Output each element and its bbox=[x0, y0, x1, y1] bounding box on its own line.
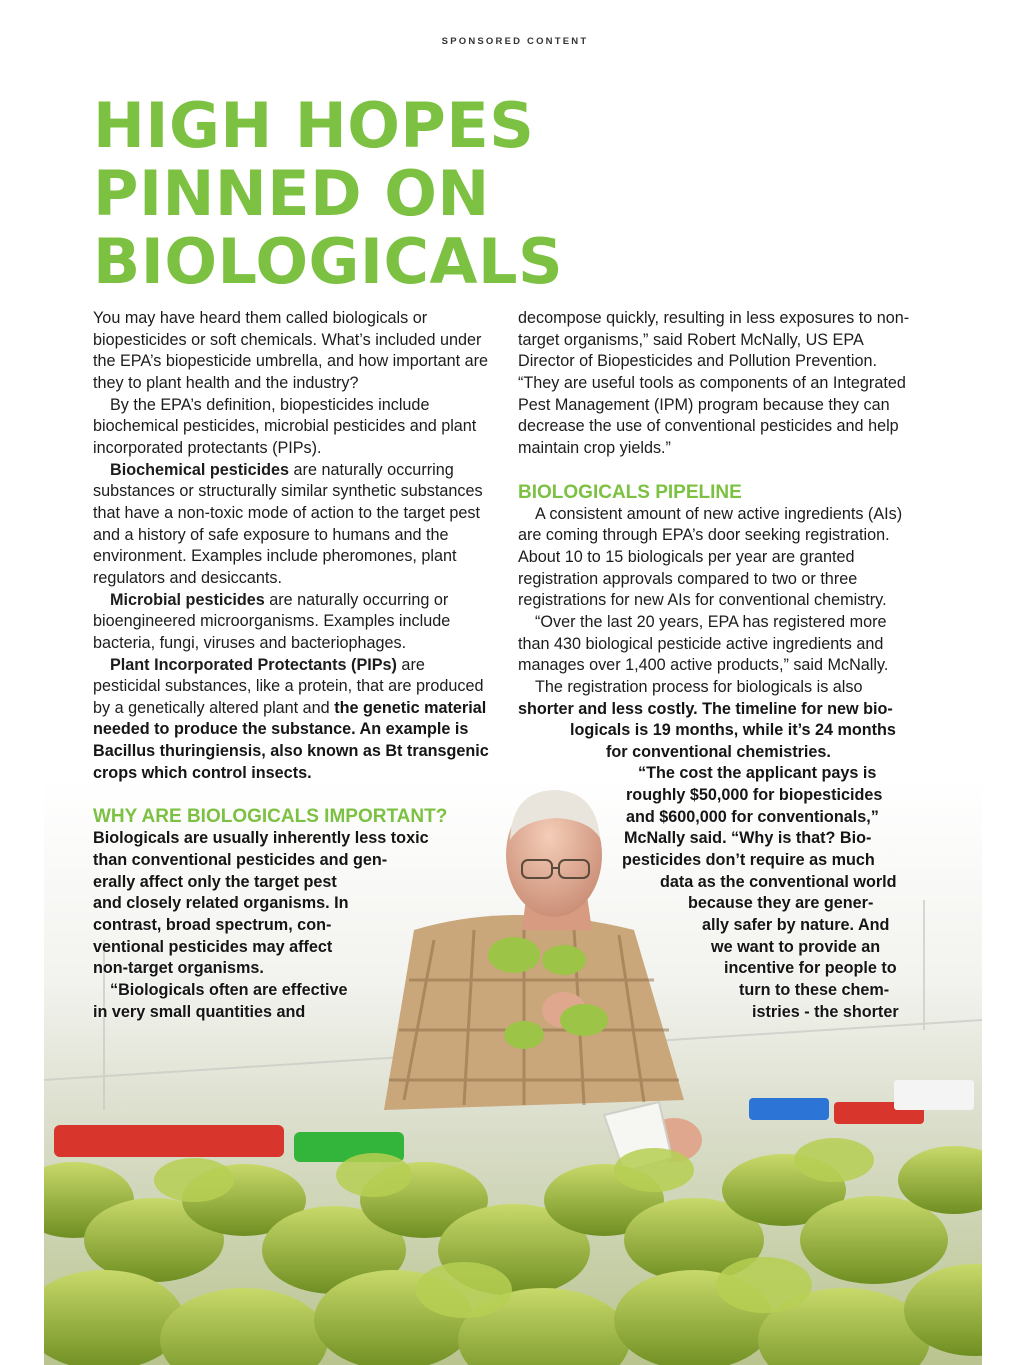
pip-paragraph bbox=[93, 655, 493, 785]
why-important-text bbox=[93, 828, 493, 1023]
article-title bbox=[93, 89, 564, 298]
cost-line: McNally said. “Why is that? Bio- bbox=[624, 829, 872, 848]
microbial-paragraph bbox=[93, 590, 493, 655]
left-column bbox=[93, 308, 493, 1023]
biochemical-label: Biochemical pesticides bbox=[110, 460, 290, 479]
cost-line: for conventional chemistries. bbox=[606, 742, 831, 761]
sponsored-label: SPONSORED CONTENT bbox=[441, 36, 589, 47]
why-important-heading: WHY ARE BIOLOGICALS IMPORTANT? bbox=[93, 806, 448, 828]
pipeline-paragraph-3: The registration process for biologicals is also bbox=[535, 677, 863, 696]
why-line: non-target organisms. bbox=[93, 959, 264, 978]
cost-line: logicals is 19 months, while it’s 24 months bbox=[570, 721, 896, 740]
pip-text: are pesticidal substances, like a protein, that are produced by a genetically altered plant and bbox=[93, 655, 484, 717]
microbial-text: are naturally occurring or bioengineered microorganisms. Examples include bacteria, fungi, viruses and bacteriophages. bbox=[93, 590, 451, 652]
cost-line: pesticides don’t require as much bbox=[622, 851, 875, 870]
cost-line: roughly $50,000 for biopesticides bbox=[626, 786, 883, 805]
cost-line: turn to these chem- bbox=[739, 981, 890, 1000]
microbial-label: Microbial pesticides bbox=[110, 590, 265, 609]
pipeline-heading: BIOLOGICALS PIPELINE bbox=[518, 481, 742, 503]
pipeline-paragraph-2: “Over the last 20 years, EPA has registered more than 430 biological pesticide active ingredients and manages over 1,400 active products,” said McNally. bbox=[518, 612, 889, 675]
cost-line: incentive for people to bbox=[724, 959, 897, 978]
why-line: and closely related organisms. In bbox=[93, 894, 349, 913]
cost-line: istries - the shorter bbox=[752, 1002, 899, 1021]
why-line: ventional pesticides may affect bbox=[93, 937, 333, 956]
why-line: “Biologicals often are effective bbox=[110, 981, 348, 1000]
cost-line: we want to provide an bbox=[711, 937, 881, 956]
title-line-1: HIGH HOPES bbox=[93, 89, 535, 162]
why-line: in very small quantities and bbox=[93, 1002, 306, 1021]
cost-line: “The cost the applicant pays is bbox=[638, 764, 877, 783]
cost-quote-text bbox=[518, 699, 918, 1024]
why-line: Biologicals are usually inherently less toxic bbox=[93, 829, 429, 848]
biochemical-text: are naturally occurring substances or structurally similar synthetic substances that have a non-toxic mode of action to the target pest and a history of safe exposure to humans and the environment. Examples include pheromones, plant regulators and desiccants. bbox=[93, 460, 483, 587]
mcnally-quote-paragraph: decompose quickly, resulting in less exposures to non-target organisms,” said Robert McNally, US EPA Director of Biopesticides and Pollution Prevention. “They are useful tools as components of an Integrated Pest Management (IPM) program because they can decrease the use of conventional pesticides and help maintain crop yields.” bbox=[518, 309, 910, 457]
why-line: erally affect only the target pest bbox=[93, 872, 337, 891]
right-column bbox=[518, 308, 918, 1023]
why-line: contrast, broad spectrum, con- bbox=[93, 916, 332, 935]
cost-line: ally safer by nature. And bbox=[702, 916, 890, 935]
title-line-2: PINNED ON bbox=[93, 157, 490, 230]
cost-line: because they are gener- bbox=[688, 894, 874, 913]
biochemical-paragraph bbox=[93, 460, 493, 590]
cost-line: shorter and less costly. The timeline for new bio- bbox=[518, 699, 893, 718]
pip-text-continued: the genetic material needed to produce the substance. An example is Bacillus thuringiensis, also known as Bt transgenic crops which control insects. bbox=[93, 698, 489, 782]
pipeline-paragraph-1: A consistent amount of new active ingredients (AIs) are coming through EPA’s door seeking registration. About 10 to 15 biologicals per year are granted registration approvals compared to two or three registrations for new AIs for conventional chemistry. bbox=[518, 504, 903, 610]
cost-line: data as the conventional world bbox=[660, 872, 897, 891]
intro-paragraph: You may have heard them called biologicals or biopesticides or soft chemicals. What’s included under the EPA’s biopesticide umbrella, and how important are they to plant health and the industry? bbox=[93, 309, 489, 392]
title-line-3: BIOLOGICALS bbox=[93, 225, 564, 298]
cost-line: and $600,000 for conventionals,” bbox=[626, 807, 879, 826]
why-line: than conventional pesticides and gen- bbox=[93, 851, 388, 870]
pip-label: Plant Incorporated Protectants (PIPs) bbox=[110, 655, 397, 674]
epa-definition-paragraph: By the EPA’s definition, biopesticides include biochemical pesticides, microbial pesticides and plant incorporated protectants (PIPs). bbox=[93, 395, 477, 457]
